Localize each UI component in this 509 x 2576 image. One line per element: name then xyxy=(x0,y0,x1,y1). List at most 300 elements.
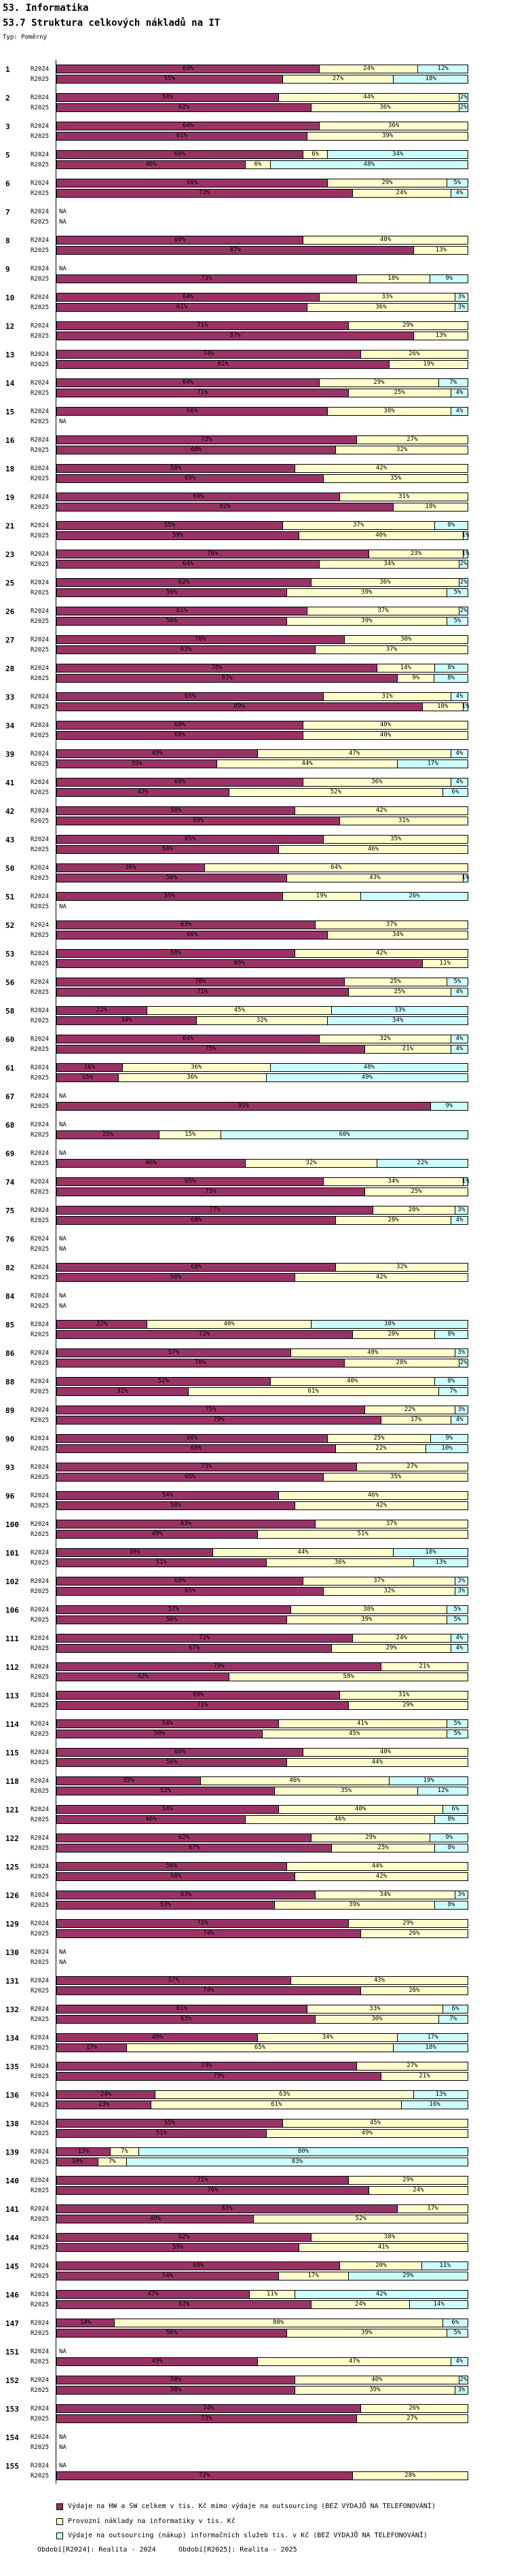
segment-hw-sw xyxy=(57,2016,316,2023)
segment-provozni xyxy=(320,1035,451,1043)
segment-value-label: 52% xyxy=(330,789,342,795)
segment-value-label: 75% xyxy=(205,1188,216,1195)
period-label-r2025: R2025 xyxy=(31,846,50,853)
stacked-bar-r2024 xyxy=(56,778,468,787)
period-label-r2024: R2024 xyxy=(31,180,50,187)
stacked-bar-r2025 xyxy=(56,817,468,825)
period-label-r2025: R2025 xyxy=(31,961,50,967)
stacked-bar-r2025 xyxy=(56,2243,468,2252)
segment-value-label: 13% xyxy=(435,247,447,253)
row-number: 61 xyxy=(5,1064,15,1073)
segment-hw-sw xyxy=(57,893,283,900)
stacked-bar-r2025 xyxy=(56,1730,468,1738)
segment-value-label: 27% xyxy=(407,436,418,443)
segment-hw-sw xyxy=(57,2405,361,2412)
na-value: NA xyxy=(59,209,67,215)
segment-value-label: 40% xyxy=(379,1749,392,1755)
segment-hw-sw xyxy=(57,646,316,654)
period-label-r2024: R2024 xyxy=(31,1350,50,1357)
period-label-r2024: R2024 xyxy=(31,351,50,358)
period-label-r2024: R2024 xyxy=(31,494,50,501)
segment-hw-sw xyxy=(57,493,340,501)
segment-value-label: 43% xyxy=(369,874,381,881)
segment-hw-sw xyxy=(57,607,307,615)
period-label-r2025: R2025 xyxy=(31,304,50,311)
segment-provozni xyxy=(295,807,468,815)
segment-value-label: 61% xyxy=(176,304,188,310)
segment-value-label: 3% xyxy=(457,1349,466,1356)
stacked-bar-r2025 xyxy=(56,959,468,968)
segment-value-label: 45% xyxy=(349,1730,360,1737)
period-label-r2024: R2024 xyxy=(31,2291,50,2298)
row-number: 86 xyxy=(5,1349,15,1358)
segment-hw-sw xyxy=(57,446,336,454)
segment-value-label: 51% xyxy=(155,2130,167,2136)
segment-value-label: 4% xyxy=(455,1645,464,1651)
segment-provozni xyxy=(303,1749,468,1756)
segment-provozni xyxy=(279,94,459,101)
segment-hw-sw xyxy=(57,1559,267,1567)
segment-provozni xyxy=(287,589,447,596)
segment-value-label: 73% xyxy=(201,436,212,443)
segment-provozni xyxy=(353,1331,435,1338)
segment-value-label: 48% xyxy=(363,161,375,168)
stacked-bar-r2025 xyxy=(56,702,468,711)
segment-value-label: 38% xyxy=(129,1549,140,1556)
segment-hw-sw xyxy=(57,1930,361,1937)
row-group-134 xyxy=(0,2033,509,2054)
segment-provozni xyxy=(155,2091,414,2098)
row-number: 15 xyxy=(5,408,15,416)
segment-value-label: 9% xyxy=(445,1435,453,1442)
segment-value-label: 36% xyxy=(334,1559,346,1566)
segment-value-label: 1% xyxy=(461,550,470,557)
segment-value-label: 47% xyxy=(147,2291,159,2297)
segment-outsourcing xyxy=(422,2262,468,2270)
stacked-bar-r2024 xyxy=(56,1891,468,1899)
segment-value-label: 22% xyxy=(96,1007,108,1014)
segment-value-label: 50% xyxy=(153,1730,165,1737)
stacked-bar-r2025 xyxy=(56,1929,468,1938)
period-label-r2025: R2025 xyxy=(31,1246,50,1253)
period-label-r2025: R2025 xyxy=(31,1417,50,1424)
segment-value-label: 58% xyxy=(170,1873,182,1880)
segment-value-label: 65% xyxy=(185,1473,196,1480)
segment-provozni xyxy=(398,675,434,682)
segment-hw-sw xyxy=(57,675,398,682)
segment-hw-sw xyxy=(57,1035,320,1043)
row-number: 135 xyxy=(5,2062,19,2071)
period-label-r2025: R2025 xyxy=(31,2330,50,2337)
row-number: 132 xyxy=(5,2005,19,2014)
segment-value-label: 83% xyxy=(221,675,233,681)
segment-value-label: 45% xyxy=(233,1007,245,1014)
segment-hw-sw xyxy=(57,978,345,986)
segment-provozni xyxy=(324,1588,455,1595)
segment-value-label: 21% xyxy=(402,1045,413,1052)
row-group-147 xyxy=(0,2319,509,2339)
stacked-bar-r2024 xyxy=(56,1634,468,1643)
row-number: 51 xyxy=(5,893,15,901)
segment-outsourcing xyxy=(443,2319,468,2327)
segment-value-label: 32% xyxy=(383,1588,395,1594)
segment-hw-sw xyxy=(57,2073,381,2080)
segment-value-label: 25% xyxy=(390,978,401,985)
row-number: 134 xyxy=(5,2034,19,2043)
stacked-bar-r2024 xyxy=(56,1691,468,1700)
segment-hw-sw xyxy=(57,2329,287,2337)
row-number: 10 xyxy=(5,293,15,302)
row-group-2 xyxy=(0,93,509,113)
segment-value-label: 13% xyxy=(77,2148,89,2155)
segment-hw-sw xyxy=(57,322,349,329)
period-label-r2025: R2025 xyxy=(31,1731,50,1738)
legend-swatch-hw-sw xyxy=(56,2503,63,2510)
segment-value-label: 89% xyxy=(233,960,245,967)
segment-hw-sw xyxy=(57,1359,345,1367)
segment-value-label: 7% xyxy=(449,2016,457,2022)
segment-value-label: 39% xyxy=(361,1616,373,1623)
segment-value-label: 5% xyxy=(453,1720,461,1727)
stacked-bar-r2024 xyxy=(56,1605,468,1614)
segment-value-label: 4% xyxy=(455,1416,464,1423)
row-number: 8 xyxy=(5,236,10,245)
stacked-bar-r2025 xyxy=(56,2043,468,2052)
stacked-bar-r2024 xyxy=(56,2290,468,2299)
row-number: 82 xyxy=(5,1264,15,1272)
segment-value-label: 65% xyxy=(185,475,196,482)
segment-value-label: 37% xyxy=(385,921,398,928)
na-value: NA xyxy=(59,2444,67,2451)
segment-value-label: 73% xyxy=(201,1463,212,1470)
stacked-bar-r2024 xyxy=(56,150,468,159)
segment-value-label: 28% xyxy=(388,1217,399,1223)
segment-value-label: 36% xyxy=(191,1064,202,1071)
segment-value-label: 34% xyxy=(383,560,395,567)
segment-value-label: 62% xyxy=(178,104,190,111)
period-label-r2025: R2025 xyxy=(31,1075,50,1081)
segment-value-label: 59% xyxy=(172,2244,184,2251)
stacked-bar-r2025 xyxy=(56,2072,468,2081)
segment-hw-sw xyxy=(57,2301,312,2308)
period-label-r2025: R2025 xyxy=(31,133,50,140)
segment-value-label: 29% xyxy=(381,179,393,186)
row-group-151 xyxy=(0,2347,509,2367)
row-group-9 xyxy=(0,264,509,285)
stacked-bar-r2025 xyxy=(56,389,468,397)
stacked-bar-r2025 xyxy=(56,1872,468,1881)
segment-value-label: 40% xyxy=(379,732,392,738)
segment-value-label: 91% xyxy=(238,1103,249,1109)
period-label-r2024: R2024 xyxy=(31,522,50,529)
segment-outsourcing xyxy=(447,1730,468,1738)
segment-hw-sw xyxy=(57,2386,295,2394)
segment-provozni xyxy=(287,1863,468,1870)
segment-value-label: 2% xyxy=(459,1359,468,1366)
segment-hw-sw xyxy=(57,1502,295,1509)
segment-provozni xyxy=(357,275,431,283)
row-group-126 xyxy=(0,1891,509,1911)
stacked-bar-r2024 xyxy=(56,721,468,730)
segment-value-label: 34% xyxy=(392,151,404,158)
row-group-12 xyxy=(0,321,509,342)
period-label-r2025: R2025 xyxy=(31,704,50,711)
period-label-r2025: R2025 xyxy=(31,1588,50,1595)
row-number: 34 xyxy=(5,721,15,730)
stacked-bar-r2025 xyxy=(56,160,468,169)
row-group-121 xyxy=(0,1805,509,1825)
stacked-bar-r2025 xyxy=(56,1473,468,1482)
segment-outsourcing xyxy=(455,293,468,301)
stacked-bar-r2024 xyxy=(56,1434,468,1443)
segment-value-label: 44% xyxy=(363,94,375,101)
segment-value-label: 38% xyxy=(363,1606,375,1613)
segment-value-label: 49% xyxy=(361,2130,373,2136)
segment-value-label: 8% xyxy=(447,1844,455,1851)
period-label-r2024: R2024 xyxy=(31,1521,50,1528)
segment-value-label: 33% xyxy=(369,2005,381,2012)
segment-provozni xyxy=(328,1435,430,1442)
period-label-r2025: R2025 xyxy=(31,2244,50,2251)
segment-value-label: 39% xyxy=(131,760,143,767)
segment-value-label: 74% xyxy=(203,2405,214,2412)
period-label-r2024: R2024 xyxy=(31,2149,50,2155)
segment-hw-sw xyxy=(57,1531,258,1538)
segment-value-label: 54% xyxy=(162,1720,173,1727)
segment-outsourcing xyxy=(455,1349,468,1357)
segment-outsourcing xyxy=(455,1206,468,1214)
segment-value-label: 58% xyxy=(170,807,182,814)
segment-outsourcing xyxy=(459,2376,468,2384)
row-group-53 xyxy=(0,949,509,969)
report-title: 53. Informatika xyxy=(3,3,89,14)
period-label-r2024: R2024 xyxy=(31,2263,50,2270)
segment-value-label: 9% xyxy=(445,1103,453,1109)
row-number: 96 xyxy=(5,1492,15,1501)
period-label-r2024: R2024 xyxy=(31,751,50,757)
segment-value-label: 69% xyxy=(193,493,204,500)
row-number: 18 xyxy=(5,465,15,473)
segment-hw-sw xyxy=(57,351,361,358)
period-label-r2024: R2024 xyxy=(31,1492,50,1499)
row-number: 5 xyxy=(5,151,10,160)
period-label-r2025: R2025 xyxy=(31,1674,50,1681)
na-value: NA xyxy=(59,266,67,272)
row-group-82 xyxy=(0,1263,509,1283)
segment-hw-sw xyxy=(57,1816,246,1823)
na-value: NA xyxy=(59,1949,67,1956)
period-label-r2024: R2024 xyxy=(31,1721,50,1728)
segment-value-label: 60% xyxy=(174,732,186,738)
segment-outsourcing xyxy=(430,1834,467,1842)
stacked-bar-r2025 xyxy=(56,189,468,198)
segment-value-label: 57% xyxy=(168,1349,180,1356)
row-number: 89 xyxy=(5,1406,15,1415)
segment-value-label: 70% xyxy=(195,978,206,985)
stacked-bar-r2024 xyxy=(56,2176,468,2185)
row-number: 118 xyxy=(5,1777,19,1786)
stacked-bar-r2025 xyxy=(56,103,468,112)
segment-outsourcing xyxy=(447,1606,468,1613)
segment-value-label: 39% xyxy=(381,132,394,139)
segment-value-label: 26% xyxy=(409,2405,420,2412)
segment-outsourcing xyxy=(451,1045,468,1053)
segment-value-label: 29% xyxy=(373,379,385,386)
segment-value-label: 42% xyxy=(137,789,149,795)
segment-hw-sw xyxy=(57,560,320,568)
segment-hw-sw xyxy=(57,1673,229,1681)
segment-value-label: 42% xyxy=(137,1673,149,1680)
segment-outsourcing xyxy=(295,2291,468,2298)
segment-value-label: 64% xyxy=(182,379,194,386)
stacked-bar-r2025 xyxy=(56,1501,468,1510)
period-label-r2024: R2024 xyxy=(31,1293,50,1300)
na-value: NA xyxy=(59,2348,67,2355)
segment-value-label: 24% xyxy=(355,2301,366,2308)
stacked-bar-r2024 xyxy=(56,2033,468,2042)
chart-type-label: Typ: Poměrný xyxy=(3,34,48,41)
segment-value-label: 3% xyxy=(457,1206,466,1213)
stacked-bar-r2025 xyxy=(56,2471,468,2480)
row-number: 6 xyxy=(5,179,10,188)
segment-value-label: 72% xyxy=(199,190,210,196)
segment-outsourcing xyxy=(332,1007,468,1014)
segment-outsourcing xyxy=(459,560,468,568)
segment-provozni xyxy=(353,190,451,197)
row-number: 19 xyxy=(5,493,15,502)
period-label-r2024: R2024 xyxy=(31,2035,50,2041)
na-value: NA xyxy=(59,219,67,226)
row-number: 3 xyxy=(5,122,10,131)
segment-value-label: 65% xyxy=(185,1178,196,1185)
segment-hw-sw xyxy=(57,1901,275,1909)
segment-value-label: 26% xyxy=(409,893,420,899)
segment-value-label: 40% xyxy=(371,2376,383,2383)
segment-value-label: 35% xyxy=(390,1473,402,1480)
segment-provozni xyxy=(258,2358,451,2365)
segment-value-label: 25% xyxy=(411,1188,422,1195)
segment-provozni xyxy=(287,618,447,625)
row-number: 145 xyxy=(5,2262,19,2271)
segment-value-label: 40% xyxy=(367,1349,379,1356)
row-number: 139 xyxy=(5,2148,19,2157)
segment-value-label: 58% xyxy=(170,950,182,956)
period-label-r2024: R2024 xyxy=(31,2463,50,2469)
segment-value-label: 36% xyxy=(379,579,391,586)
row-group-61 xyxy=(0,1063,509,1084)
stacked-bar-r2025 xyxy=(56,1615,468,1624)
segment-hw-sw xyxy=(57,1616,287,1624)
segment-outsourcing xyxy=(451,190,468,197)
segment-value-label: 36% xyxy=(388,122,400,129)
row-number: 100 xyxy=(5,1520,19,1529)
segment-provozni xyxy=(381,1663,468,1670)
stacked-bar-r2025 xyxy=(56,1073,468,1082)
segment-value-label: 40% xyxy=(355,1806,366,1812)
row-number: 154 xyxy=(5,2433,19,2442)
segment-value-label: 43% xyxy=(373,1977,385,1984)
segment-value-label: 42% xyxy=(375,950,388,956)
segment-provozni xyxy=(340,1692,468,1699)
segment-outsourcing xyxy=(271,1064,468,1071)
segment-value-label: 63% xyxy=(180,2016,192,2022)
period-label-r2024: R2024 xyxy=(31,1892,50,1899)
segment-value-label: 68% xyxy=(191,446,202,453)
segment-value-label: 57% xyxy=(168,1606,180,1613)
period-label-r2025: R2025 xyxy=(31,2159,50,2166)
segment-hw-sw xyxy=(57,1349,291,1357)
row-group-102 xyxy=(0,1577,509,1597)
segment-provozni xyxy=(381,1416,451,1424)
segment-hw-sw xyxy=(57,1549,213,1556)
segment-value-label: 21% xyxy=(419,2073,430,2079)
period-label-r2025: R2025 xyxy=(31,2045,50,2052)
period-label-r2025: R2025 xyxy=(31,1503,50,1509)
segment-hw-sw xyxy=(57,1378,271,1385)
segment-hw-sw xyxy=(57,1131,159,1139)
stacked-bar-r2024 xyxy=(56,1548,468,1557)
segment-value-label: 60% xyxy=(174,1577,186,1584)
segment-outsourcing xyxy=(435,1331,468,1338)
segment-value-label: 3% xyxy=(457,1891,466,1898)
na-value: NA xyxy=(59,1150,67,1157)
segment-outsourcing xyxy=(451,408,468,415)
segment-provozni xyxy=(303,721,468,729)
segment-hw-sw xyxy=(57,361,390,368)
segment-value-label: 18% xyxy=(425,503,436,510)
period-label-r2025: R2025 xyxy=(31,1474,50,1481)
segment-outsourcing xyxy=(461,1178,470,1185)
row-group-69 xyxy=(0,1149,509,1169)
row-group-131 xyxy=(0,1976,509,1997)
segment-value-label: 17% xyxy=(410,1416,422,1423)
row-number: 125 xyxy=(5,1863,19,1872)
segment-value-label: 34% xyxy=(392,1017,404,1024)
segment-outsourcing xyxy=(435,1844,468,1852)
segment-provozni xyxy=(336,1217,451,1224)
segment-provozni xyxy=(332,1645,451,1652)
period-label-r2025: R2025 xyxy=(31,2016,50,2023)
segment-outsourcing xyxy=(455,2386,468,2394)
row-number: 39 xyxy=(5,750,15,759)
period-label-r2025: R2025 xyxy=(31,1874,50,1880)
segment-value-label: 12% xyxy=(437,1787,449,1794)
segment-value-label: 60% xyxy=(174,779,186,785)
row-number: 13 xyxy=(5,351,15,359)
segment-hw-sw xyxy=(57,1388,189,1395)
segment-value-label: 23% xyxy=(410,550,422,557)
period-label-r2025: R2025 xyxy=(31,1902,50,1909)
segment-provozni xyxy=(320,560,459,568)
segment-value-label: 1% xyxy=(461,703,470,710)
row-group-10 xyxy=(0,293,509,313)
period-label-r2024: R2024 xyxy=(31,1664,50,1670)
row-number: 84 xyxy=(5,1292,15,1301)
segment-outsourcing xyxy=(443,2005,468,2013)
stacked-bar-r2025 xyxy=(56,731,468,740)
segment-value-label: 64% xyxy=(182,122,194,129)
segment-outsourcing xyxy=(451,988,468,996)
segment-value-label: 32% xyxy=(117,1388,128,1395)
segment-value-label: 42% xyxy=(375,465,388,471)
segment-value-label: 22% xyxy=(375,1445,387,1452)
segment-provozni xyxy=(328,408,451,415)
segment-value-label: 18% xyxy=(388,275,399,282)
segment-value-label: 61% xyxy=(307,1388,319,1395)
stacked-bar-r2025 xyxy=(56,360,468,369)
segment-provozni xyxy=(111,2148,139,2155)
row-group-6 xyxy=(0,179,509,199)
